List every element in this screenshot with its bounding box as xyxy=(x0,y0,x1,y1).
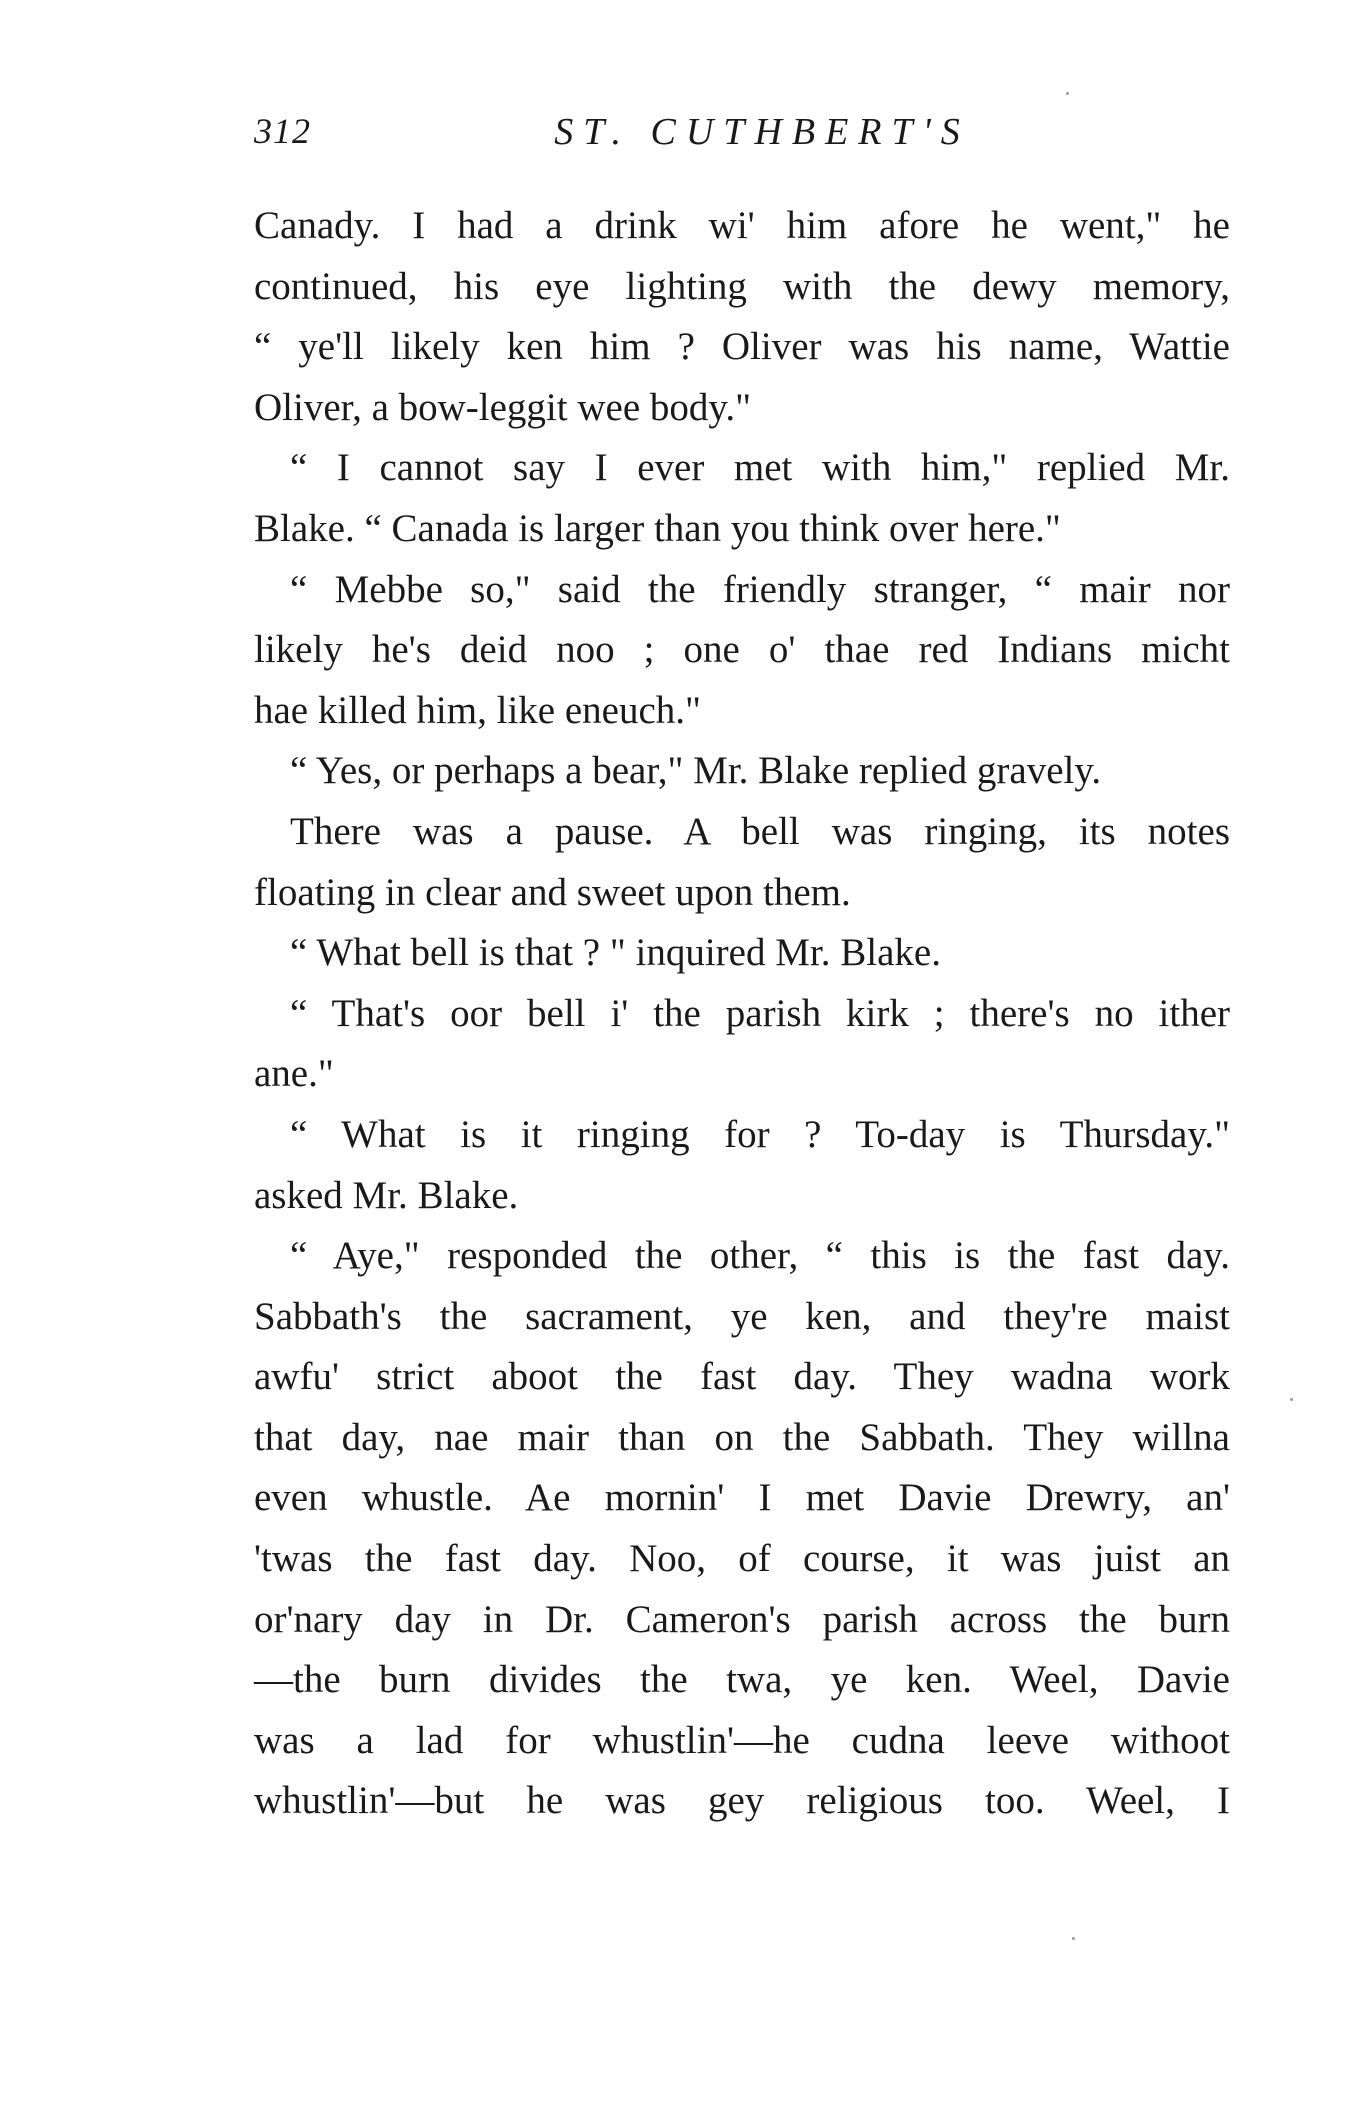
text-line: “ That's oor bell i' the parish kirk ; there's no ither xyxy=(290,991,1230,1035)
text-line: “ Aye," responded the other, “ this is the fast day. xyxy=(290,1234,1230,1278)
text-line: hae killed him, like eneuch." xyxy=(254,688,701,732)
text-line: Blake. “ Canada is larger than you think over here." xyxy=(254,506,1061,550)
text-line: 'twas the fast day. Noo, of course, it was juist an xyxy=(254,1537,1230,1581)
text-line: that day, nae mair than on the Sabbath. They willna xyxy=(254,1415,1230,1459)
text-line: even whustle. Ae mornin' I met Davie Drewry, an' xyxy=(254,1476,1230,1520)
text-line: floating in clear and sweet upon them. xyxy=(254,870,851,914)
text-line: “ ye'll likely ken him ? Oliver was his name, Wattie xyxy=(254,325,1230,369)
text-line: continued, his eye lighting with the dewy memory, xyxy=(254,264,1230,308)
paper-speck xyxy=(1290,1398,1293,1401)
text-line: likely he's deid noo ; one o' thae red Indians micht xyxy=(254,628,1230,672)
running-title: ST. CUTHBERT'S xyxy=(554,111,970,153)
text-line: was a lad for whustlin'—he cudna leeve withoot xyxy=(254,1718,1230,1762)
text-line: “ Mebbe so," said the friendly stranger, “ mair nor xyxy=(290,567,1230,611)
text-line: —the burn divides the twa, ye ken. Weel, Davie xyxy=(254,1658,1230,1702)
text-line: or'nary day in Dr. Cameron's parish across the burn xyxy=(254,1597,1230,1641)
paper-speck xyxy=(1072,1937,1075,1940)
running-head xyxy=(254,110,1230,166)
text-line: ane." xyxy=(254,1052,334,1096)
text-line: “ What bell is that ? " inquired Mr. Blake. xyxy=(290,931,941,975)
text-line: awfu' strict aboot the fast day. They wadna work xyxy=(254,1355,1230,1399)
body-text xyxy=(254,196,1230,1832)
text-line: asked Mr. Blake. xyxy=(254,1173,519,1217)
text-line: There was a pause. A bell was ringing, its notes xyxy=(290,809,1230,853)
paper-speck xyxy=(1066,92,1069,95)
text-line: Sabbath's the sacrament, ye ken, and they're maist xyxy=(254,1294,1230,1338)
text-line: whustlin'—but he was gey religious too. Weel, I xyxy=(254,1779,1230,1823)
text-line: “ What is it ringing for ? To-day is Thursday." xyxy=(290,1112,1230,1156)
page-number: 312 xyxy=(254,111,311,151)
text-line: Canady. I had a drink wi' him afore he went," he xyxy=(254,204,1230,247)
text-line: “ Yes, or perhaps a bear," Mr. Blake replied gravely. xyxy=(290,749,1102,793)
text-line: “ I cannot say I ever met with him," replied Mr. xyxy=(290,446,1230,490)
text-line: Oliver, a bow-leggit wee body." xyxy=(254,385,752,429)
